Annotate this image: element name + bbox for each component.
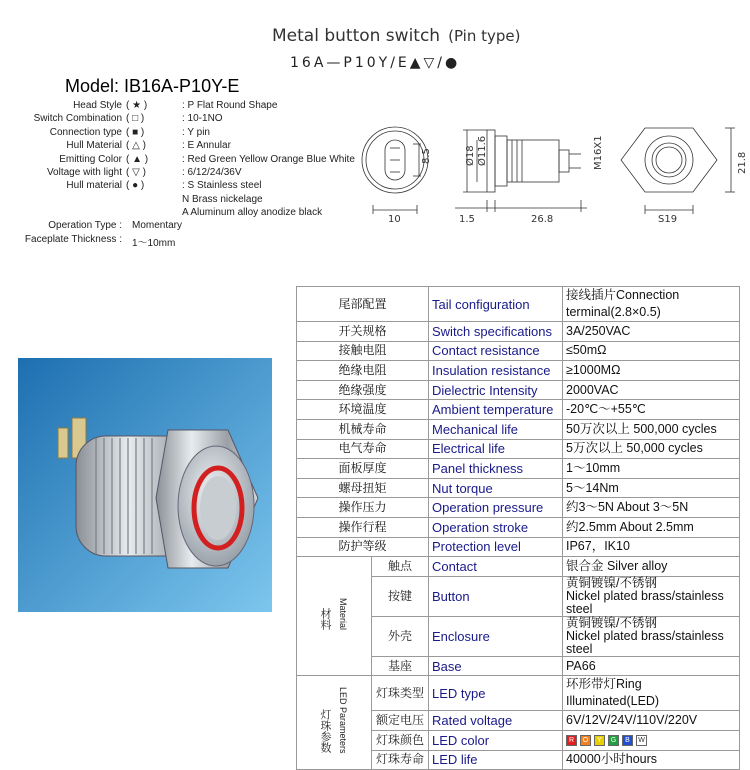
row-label-cn: 绝缘电阻 bbox=[297, 361, 429, 381]
spec-legend-row bbox=[8, 179, 368, 192]
row-value: IP67，IK10 bbox=[563, 537, 740, 557]
dim-hex-height: 21.8 bbox=[737, 151, 748, 174]
row-label-cn: 灯珠寿命 bbox=[372, 750, 429, 770]
row-value-line1: 黄铜镀镍/不锈钢 bbox=[566, 575, 657, 590]
row-label-cn: 操作压力 bbox=[297, 498, 429, 518]
spec-legend-value: : P Flat Round Shape bbox=[182, 100, 278, 111]
spec-legend-value: : 10-1NO bbox=[182, 113, 223, 125]
row-label-cn: 操作行程 bbox=[297, 517, 429, 537]
spec-legend-row bbox=[8, 153, 368, 166]
dim-thread: M16X1 bbox=[593, 135, 604, 170]
row-label-cn: 灯珠颜色 bbox=[372, 730, 429, 750]
spec-legend bbox=[8, 99, 368, 219]
row-label-en: Mechanical life bbox=[429, 419, 563, 439]
page-title bbox=[272, 26, 520, 46]
row-value-line2: Nickel plated brass/stainless steel bbox=[566, 628, 724, 656]
row-value bbox=[563, 730, 740, 750]
row-value: 银合金 Silver alloy bbox=[563, 557, 740, 577]
row-label-cn: 灯珠类型 bbox=[372, 676, 429, 711]
table-row bbox=[297, 361, 740, 381]
spec-legend-label: Emitting Color bbox=[59, 153, 122, 165]
row-label-en: LED color bbox=[429, 730, 563, 750]
row-label-cn: 基座 bbox=[372, 656, 429, 676]
row-value-line2: Nickel plated brass/stainless steel bbox=[566, 588, 724, 616]
row-label-cn: 绝缘强度 bbox=[297, 380, 429, 400]
spec-legend-row bbox=[8, 126, 368, 139]
row-label-en: LED life bbox=[429, 750, 563, 770]
table-row bbox=[297, 439, 740, 459]
spec-legend-row bbox=[8, 112, 368, 125]
spec-legend-value: N Brass nickelage bbox=[182, 193, 263, 205]
material-group-label-cn: 材料 bbox=[319, 607, 332, 630]
row-label-en: Operation stroke bbox=[429, 517, 563, 537]
spec-legend-label: Voltage with light bbox=[46, 167, 122, 178]
row-label-en: Switch specifications bbox=[429, 322, 563, 342]
led-group-label bbox=[297, 676, 372, 770]
material-group-label bbox=[297, 557, 372, 676]
row-value: 3A/250VAC bbox=[563, 322, 740, 342]
spec-legend-value: A Aluminum alloy anodize black bbox=[182, 207, 323, 219]
row-label-cn: 接触电阻 bbox=[297, 341, 429, 361]
table-row bbox=[297, 459, 740, 479]
dim-side-d2: Ø11.6 bbox=[477, 135, 488, 166]
spec-legend-value: : Red Green Yellow Orange Blue White bbox=[182, 153, 355, 165]
hex-view bbox=[621, 128, 748, 225]
row-label-en: Protection level bbox=[429, 537, 563, 557]
row-label-en: Insulation resistance bbox=[429, 361, 563, 381]
technical-drawing bbox=[355, 100, 748, 230]
row-label-cn: 环境温度 bbox=[297, 400, 429, 420]
row-label-en: Operation pressure bbox=[429, 498, 563, 518]
row-label-en: Electrical life bbox=[429, 439, 563, 459]
row-value bbox=[563, 576, 740, 616]
led-color-swatch: Y bbox=[594, 735, 605, 746]
row-label-cn: 螺母扭矩 bbox=[297, 478, 429, 498]
row-label-en: Rated voltage bbox=[429, 711, 563, 731]
row-label-cn: 机械寿命 bbox=[297, 419, 429, 439]
row-label-en: Panel thickness bbox=[429, 459, 563, 479]
led-color-swatch: B bbox=[622, 735, 633, 746]
operation-label: Operation Type : bbox=[48, 220, 122, 231]
dim-side-len2: 26.8 bbox=[531, 214, 554, 225]
spec-legend-label: Head Style bbox=[73, 100, 122, 111]
spec-legend-row bbox=[8, 166, 368, 179]
spec-legend-symbol: ( ▽ ) bbox=[126, 167, 146, 178]
spec-table bbox=[296, 286, 740, 770]
row-value: ≤50mΩ bbox=[563, 341, 740, 361]
row-value: 6V/12V/24V/110V/220V bbox=[563, 711, 740, 731]
spec-legend-row bbox=[8, 193, 368, 206]
dim-front-height: 8.5 bbox=[421, 148, 432, 164]
spec-legend-value: : E Annular bbox=[182, 140, 231, 152]
spec-legend-row bbox=[8, 99, 368, 112]
table-row bbox=[297, 517, 740, 537]
dim-front-width: 10 bbox=[388, 214, 401, 225]
row-label-en: LED type bbox=[429, 676, 563, 711]
row-label-cn: 开关规格 bbox=[297, 322, 429, 342]
table-row bbox=[297, 478, 740, 498]
dim-side-d1: Ø18 bbox=[465, 145, 476, 166]
spec-legend-symbol: ( △ ) bbox=[126, 140, 146, 152]
table-row bbox=[297, 341, 740, 361]
row-value: 50万次以上 500,000 cycles bbox=[563, 419, 740, 439]
row-label-en: Dielectric Intensity bbox=[429, 380, 563, 400]
product-photo bbox=[18, 358, 272, 612]
row-value: 5万次以上 50,000 cycles bbox=[563, 439, 740, 459]
material-group-label-en: Material bbox=[338, 597, 348, 630]
row-value: ≥1000MΩ bbox=[563, 361, 740, 381]
row-label-cn: 面板厚度 bbox=[297, 459, 429, 479]
dim-side-len1: 1.5 bbox=[459, 214, 475, 225]
table-row bbox=[297, 676, 740, 711]
table-row bbox=[297, 498, 740, 518]
table-row bbox=[297, 400, 740, 420]
row-label-cn: 防护等级 bbox=[297, 537, 429, 557]
row-value: -20℃～+55℃ bbox=[563, 400, 740, 420]
row-label-en: Enclosure bbox=[429, 616, 563, 656]
faceplate-label: Faceplate Thickness : bbox=[24, 234, 122, 245]
spec-legend-value: : S Stainless steel bbox=[182, 180, 262, 192]
spec-legend-label: Connection type bbox=[49, 126, 122, 138]
led-group-label-cn: 灯珠参数 bbox=[319, 709, 332, 754]
row-label-en: Contact resistance bbox=[429, 341, 563, 361]
spec-legend-symbol: ( ■ ) bbox=[126, 126, 145, 138]
row-value: 40000小时hours bbox=[563, 750, 740, 770]
table-row bbox=[297, 380, 740, 400]
led-color-swatch: W bbox=[636, 735, 647, 746]
row-label-en: Button bbox=[429, 576, 563, 616]
part-code: 16A—P10Y/E▲▽/● bbox=[290, 55, 461, 71]
spec-legend-symbol: ( ▲ ) bbox=[126, 153, 149, 165]
spec-legend-label: Hull Material bbox=[66, 140, 122, 152]
title-suffix: (Pin type) bbox=[448, 27, 521, 45]
row-value: 1～10mm bbox=[563, 459, 740, 479]
row-value: 接线插片Connection terminal(2.8×0.5) bbox=[563, 287, 740, 322]
row-label-en: Contact bbox=[429, 557, 563, 577]
row-label-cn: 尾部配置 bbox=[297, 287, 429, 322]
row-value: PA66 bbox=[563, 656, 740, 676]
row-value: 2000VAC bbox=[563, 380, 740, 400]
row-label-cn: 触点 bbox=[372, 557, 429, 577]
spec-legend-label: Switch Combination bbox=[33, 113, 122, 125]
title-text: Metal button switch bbox=[272, 26, 441, 46]
spec-legend-row bbox=[8, 139, 368, 152]
led-color-swatch: R bbox=[566, 735, 577, 746]
faceplate-value: 1～10mm bbox=[132, 238, 176, 249]
row-label-en: Ambient temperature bbox=[429, 400, 563, 420]
side-view bbox=[455, 130, 604, 225]
row-value-line1: 黄铜镀镍/不锈钢 bbox=[566, 615, 657, 630]
spec-legend-value: : Y pin bbox=[182, 126, 210, 138]
led-color-swatch: O bbox=[580, 735, 591, 746]
spec-legend-label: Hull material bbox=[66, 180, 122, 192]
row-label-cn: 电气寿命 bbox=[297, 439, 429, 459]
row-label-cn: 按键 bbox=[372, 576, 429, 616]
row-value: 约3～5N About 3～5N bbox=[563, 498, 740, 518]
spec-legend-value: : 6/12/24/36V bbox=[182, 167, 242, 178]
operation-value: Momentary bbox=[132, 220, 183, 231]
spec-legend-symbol: ( ● ) bbox=[126, 180, 145, 192]
table-row bbox=[297, 287, 740, 322]
table-row bbox=[297, 537, 740, 557]
row-label-en: Base bbox=[429, 656, 563, 676]
spec-legend-symbol: ( ★ ) bbox=[126, 100, 148, 111]
row-label-en: Tail configuration bbox=[429, 287, 563, 322]
row-label-en: Nut torque bbox=[429, 478, 563, 498]
row-value: 5～14Nm bbox=[563, 478, 740, 498]
led-color-swatch: G bbox=[608, 735, 619, 746]
table-row bbox=[297, 419, 740, 439]
spec-legend-row bbox=[8, 206, 368, 219]
led-group-label-en: LED Parameters bbox=[338, 686, 348, 754]
row-label-cn: 外壳 bbox=[372, 616, 429, 656]
back-view bbox=[362, 127, 432, 225]
dim-hex-width: S19 bbox=[658, 214, 678, 225]
spec-legend-symbol: ( □ ) bbox=[126, 113, 145, 125]
row-value bbox=[563, 616, 740, 656]
model-label: Model: IB16A-P10Y-E bbox=[65, 76, 240, 96]
row-label-cn: 额定电压 bbox=[372, 711, 429, 731]
row-value: 环形带灯Ring Illuminated(LED) bbox=[563, 676, 740, 711]
table-row bbox=[297, 322, 740, 342]
row-value: 约2.5mm About 2.5mm bbox=[563, 517, 740, 537]
table-row bbox=[297, 557, 740, 577]
